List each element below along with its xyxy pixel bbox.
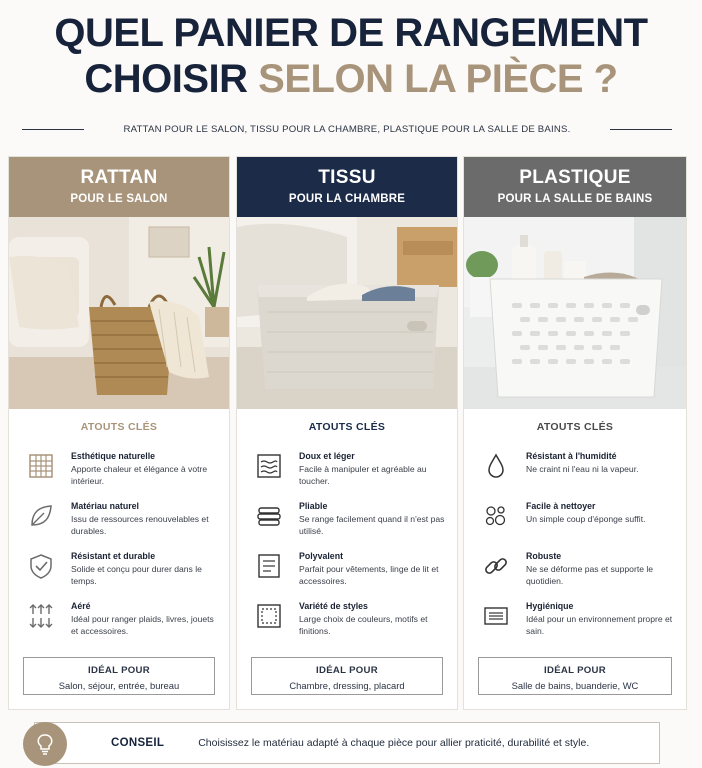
subtitle-rule-left bbox=[22, 129, 84, 130]
column-title: PLASTIQUE bbox=[519, 167, 631, 188]
feature-list bbox=[9, 451, 229, 651]
feature-list bbox=[464, 451, 686, 651]
feature-title: Esthétique naturelle bbox=[71, 451, 156, 461]
ideal-for-box bbox=[23, 657, 215, 695]
feature-desc: Apporte chaleur et élégance à votre intérieur. bbox=[71, 464, 208, 486]
atouts-label: ATOUTS CLÉS bbox=[536, 421, 614, 433]
feature-desc: Se range facilement quand il n'est pas utilisé. bbox=[299, 514, 445, 536]
feature-item bbox=[464, 501, 686, 551]
feature-desc: Facile à manipuler et agréable au toucher. bbox=[299, 464, 427, 486]
feature-desc: Idéal pour ranger plaids, livres, jouets et accessoires. bbox=[71, 614, 214, 636]
feature-title: Robuste bbox=[526, 551, 562, 561]
feature-title: Doux et léger bbox=[299, 451, 355, 461]
ideal-for-value: Chambre, dressing, placard bbox=[289, 680, 405, 691]
folded-stack-icon bbox=[255, 502, 283, 530]
feature-desc: Issu de ressources renouvelables et durables. bbox=[71, 514, 209, 536]
list-document-icon bbox=[255, 552, 283, 580]
title-line-2-dark: CHOISIR bbox=[84, 57, 248, 101]
lightbulb-icon bbox=[23, 722, 67, 766]
feature-desc: Parfait pour vêtements, linge de lit et accessoires. bbox=[299, 564, 439, 586]
feature-item bbox=[237, 451, 457, 501]
feature-desc: Large choix de couleurs, motifs et finitions. bbox=[299, 614, 428, 636]
feature-title: Facile à nettoyer bbox=[526, 501, 596, 511]
feature-desc: Solide et conçu pour durer dans le temps. bbox=[71, 564, 202, 586]
ideal-for-value: Salle de bains, buanderie, WC bbox=[511, 680, 639, 691]
feature-title: Aéré bbox=[71, 601, 91, 611]
vent-grille-icon bbox=[482, 602, 510, 630]
column-subtitle: POUR LE SALON bbox=[70, 193, 168, 205]
leaf-icon bbox=[27, 502, 55, 530]
ideal-for-value: Salon, séjour, entrée, bureau bbox=[58, 680, 180, 691]
atouts-label: ATOUTS CLÉS bbox=[80, 421, 158, 433]
feature-title: Variété de styles bbox=[299, 601, 368, 611]
ideal-for-label: IDÉAL POUR bbox=[88, 665, 150, 676]
tip-banner bbox=[34, 722, 660, 764]
feature-desc: Ne se déforme pas et supporte le quotidien. bbox=[526, 564, 654, 586]
airflow-arrows-icon bbox=[27, 602, 55, 630]
feature-item bbox=[237, 551, 457, 601]
shield-check-icon bbox=[27, 552, 55, 580]
column-header-tissu bbox=[237, 157, 457, 217]
tip-label: CONSEIL bbox=[111, 737, 165, 749]
feature-desc: Idéal pour un environnement propre et sain. bbox=[526, 614, 673, 636]
feature-item bbox=[464, 451, 686, 501]
subtitle-row bbox=[22, 122, 672, 136]
feature-title: Pliable bbox=[299, 501, 328, 511]
chain-link-icon bbox=[482, 552, 510, 580]
feature-list bbox=[237, 451, 457, 651]
ideal-for-box bbox=[478, 657, 672, 695]
column-rattan bbox=[8, 156, 230, 710]
subtitle-rule-right bbox=[610, 129, 672, 130]
column-subtitle: POUR LA CHAMBRE bbox=[288, 193, 406, 205]
feature-title: Polyvalent bbox=[299, 551, 344, 561]
feature-item bbox=[9, 601, 229, 651]
feature-item bbox=[9, 551, 229, 601]
column-plastique bbox=[463, 156, 687, 710]
feature-item bbox=[464, 551, 686, 601]
column-header-rattan bbox=[9, 157, 229, 217]
subtitle: RATTAN POUR LE SALON, TISSU POUR LA CHAMBRE, PLASTIQUE POUR LA SALLE DE BAINS. bbox=[123, 123, 571, 135]
feature-item bbox=[9, 501, 229, 551]
title-line-2-accent: SELON LA PIÈCE ? bbox=[258, 57, 618, 101]
page-title bbox=[0, 10, 702, 102]
column-subtitle: POUR LA SALLE DE BAINS bbox=[497, 193, 653, 205]
column-title: RATTAN bbox=[80, 167, 158, 188]
feature-desc: Ne craint ni l'eau ni la vapeur. bbox=[526, 464, 639, 474]
plastic-basket-photo bbox=[464, 217, 686, 409]
feature-title: Résistant et durable bbox=[71, 551, 156, 561]
feature-title: Matériau naturel bbox=[71, 501, 139, 511]
ideal-for-label: IDÉAL POUR bbox=[316, 665, 378, 676]
title-line-1: QUEL PANIER DE RANGEMENT bbox=[54, 11, 648, 55]
feature-title: Hygiénique bbox=[526, 601, 574, 611]
column-title: TISSU bbox=[318, 167, 376, 188]
feature-item bbox=[237, 501, 457, 551]
rattan-basket-photo bbox=[9, 217, 229, 409]
dashed-square-icon bbox=[255, 602, 283, 630]
water-drop-icon bbox=[482, 452, 510, 480]
ideal-for-label: IDÉAL POUR bbox=[544, 665, 606, 676]
fabric-basket-photo bbox=[237, 217, 457, 409]
column-tissu bbox=[236, 156, 458, 710]
bubbles-icon bbox=[482, 502, 510, 530]
feature-desc: Un simple coup d'éponge suffit. bbox=[526, 514, 646, 524]
feature-item bbox=[237, 601, 457, 651]
fabric-waves-icon bbox=[255, 452, 283, 480]
feature-item bbox=[9, 451, 229, 501]
feature-item bbox=[464, 601, 686, 651]
title-line-2 bbox=[0, 56, 702, 102]
tip-message: Choisissez le matériau adapté à chaque pièce pour allier praticité, durabilité et style. bbox=[198, 737, 590, 749]
ideal-for-box bbox=[251, 657, 443, 695]
grid-weave-icon bbox=[27, 452, 55, 480]
column-header-plastique bbox=[464, 157, 686, 217]
atouts-label: ATOUTS CLÉS bbox=[308, 421, 386, 433]
feature-title: Résistant à l'humidité bbox=[526, 451, 617, 461]
